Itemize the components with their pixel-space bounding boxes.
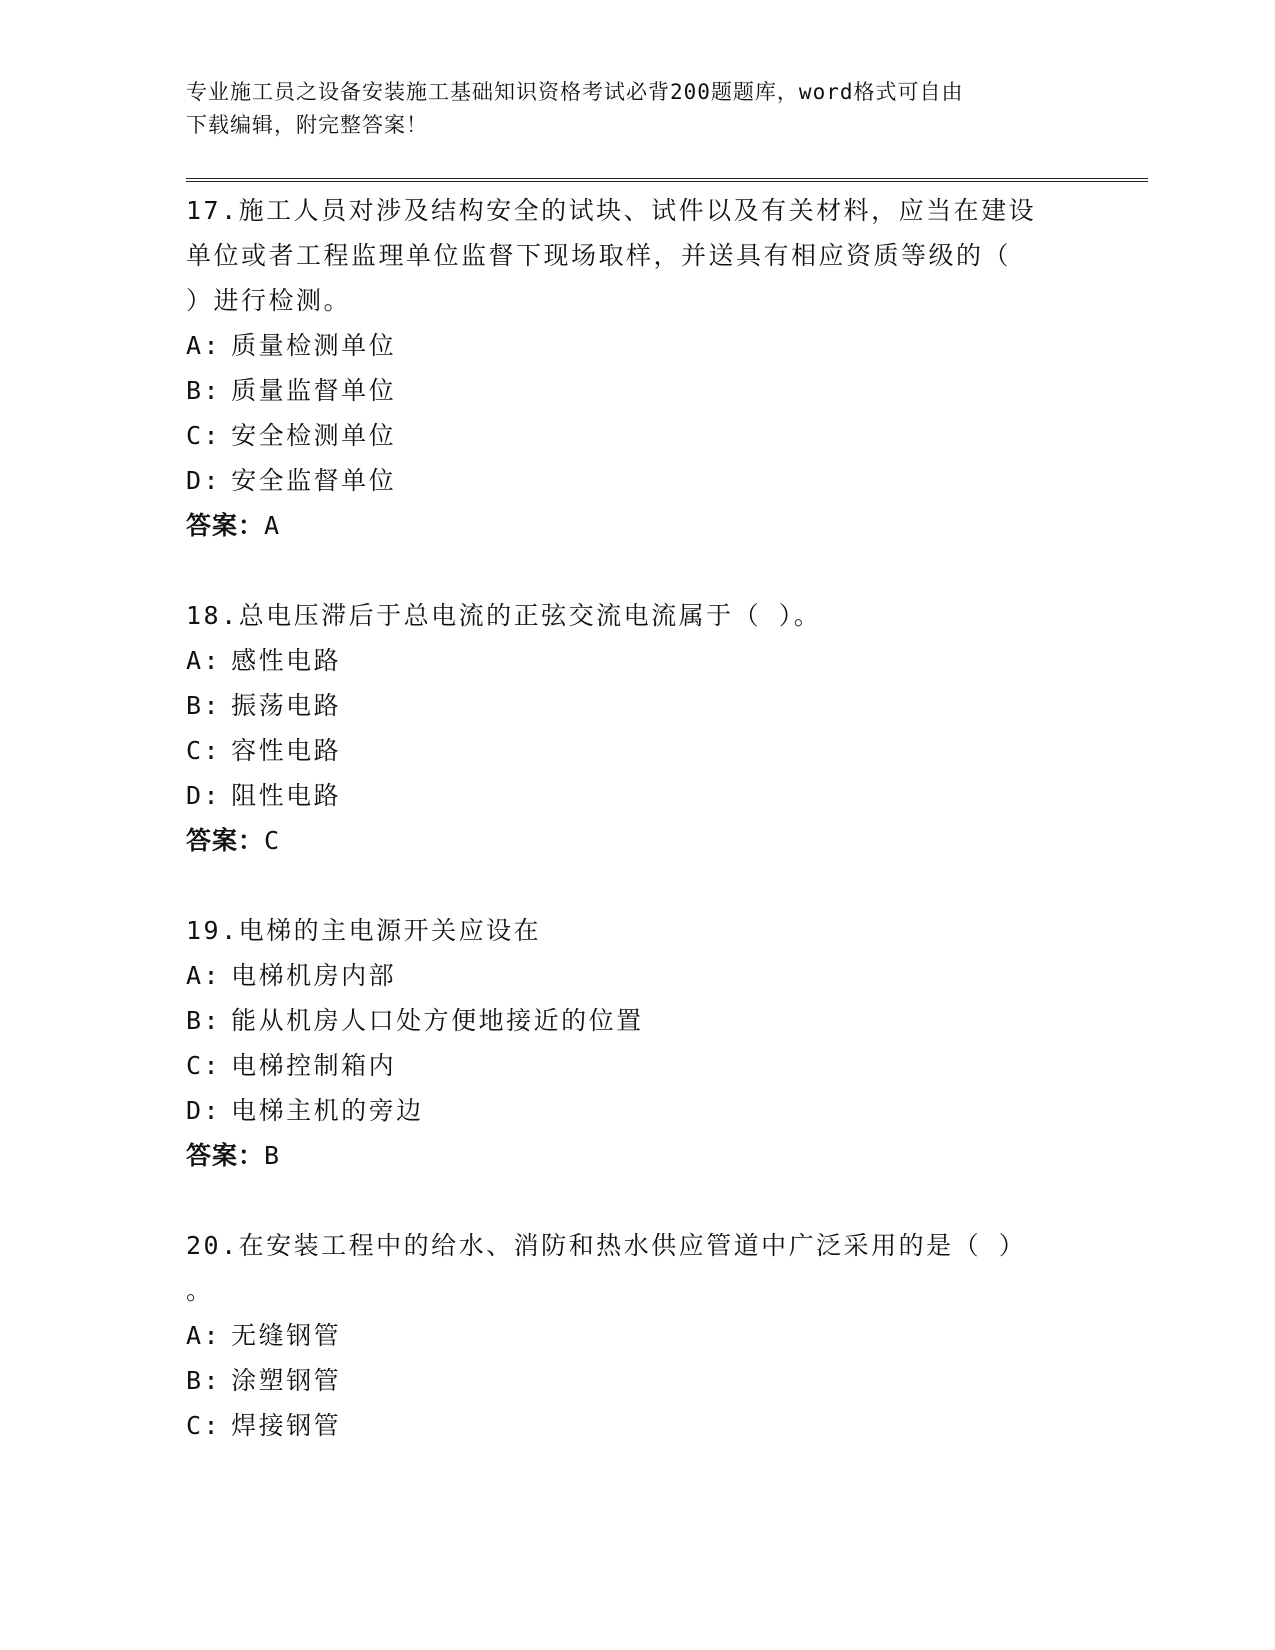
question-stem-line: 19.电梯的主电源开关应设在	[186, 916, 542, 945]
option-label: A:	[186, 1321, 222, 1350]
option-text: 质量检测单位	[231, 331, 397, 360]
answer-option	[186, 1358, 1086, 1403]
answer-label: 答案：	[186, 1141, 265, 1170]
answer-option	[186, 1088, 1086, 1133]
option-label: C:	[186, 1051, 222, 1080]
option-text: 容性电路	[231, 736, 342, 765]
answer-label: 答案：	[186, 511, 265, 540]
option-label: B:	[186, 1366, 222, 1395]
answer-option	[186, 998, 1086, 1043]
option-text: 振荡电路	[231, 691, 342, 720]
answer-key	[186, 818, 1086, 864]
question-stem-line: 20.在安装工程中的给水、消防和热水供应管道中广泛采用的是（ ）	[186, 1231, 1027, 1260]
option-label: D:	[186, 781, 222, 810]
answer-key	[186, 503, 1086, 549]
answer-option	[186, 638, 1086, 683]
answer-option	[186, 1403, 1086, 1448]
option-text: 安全监督单位	[231, 466, 397, 495]
option-text: 电梯机房内部	[231, 961, 397, 990]
header-divider	[186, 178, 1148, 182]
answer-option	[186, 953, 1086, 998]
answer-label: 答案：	[186, 826, 265, 855]
answer-value: B	[264, 1141, 281, 1170]
header-line-2: 下载编辑，附完整答案！	[186, 113, 428, 137]
option-label: B:	[186, 1006, 222, 1035]
answer-option	[186, 773, 1086, 818]
option-text: 无缝钢管	[231, 1321, 342, 1350]
answer-value: A	[264, 511, 281, 540]
question-stem-line: 17.施工人员对涉及结构安全的试块、试件以及有关材料，应当在建设	[186, 196, 1037, 225]
question-list	[186, 188, 1086, 1492]
answer-option	[186, 368, 1086, 413]
answer-option	[186, 413, 1086, 458]
question-block	[186, 1223, 1086, 1448]
option-label: A:	[186, 331, 222, 360]
answer-option	[186, 1043, 1086, 1088]
option-text: 感性电路	[231, 646, 342, 675]
question-stem-line: ）进行检测。	[186, 286, 352, 315]
option-text: 质量监督单位	[231, 376, 397, 405]
question-stem-line: 。	[186, 1276, 214, 1305]
header-line-1: 专业施工员之设备安装施工基础知识资格考试必背200题题库，word格式可自由	[186, 80, 964, 104]
question-block	[186, 908, 1086, 1179]
answer-option	[186, 323, 1086, 368]
option-text: 涂塑钢管	[231, 1366, 342, 1395]
option-label: C:	[186, 421, 222, 450]
answer-option	[186, 1313, 1086, 1358]
option-text: 电梯主机的旁边	[231, 1096, 424, 1125]
option-text: 能从机房人口处方便地接近的位置	[231, 1006, 644, 1035]
option-label: B:	[186, 691, 222, 720]
option-label: D:	[186, 1096, 222, 1125]
option-text: 电梯控制箱内	[231, 1051, 397, 1080]
answer-value: C	[264, 826, 281, 855]
option-text: 安全检测单位	[231, 421, 397, 450]
option-label: C:	[186, 736, 222, 765]
option-label: A:	[186, 961, 222, 990]
option-label: C:	[186, 1411, 222, 1440]
answer-option	[186, 458, 1086, 503]
option-text: 焊接钢管	[231, 1411, 342, 1440]
document-header	[186, 76, 1086, 142]
question-block	[186, 593, 1086, 864]
option-label: D:	[186, 466, 222, 495]
question-stem-line: 单位或者工程监理单位监督下现场取样，并送具有相应资质等级的（	[186, 241, 1012, 270]
question-block	[186, 188, 1086, 549]
option-text: 阻性电路	[231, 781, 342, 810]
answer-option	[186, 728, 1086, 773]
question-stem-line: 18.总电压滞后于总电流的正弦交流电流属于（ ）。	[186, 601, 822, 630]
answer-key	[186, 1133, 1086, 1179]
option-label: B:	[186, 376, 222, 405]
option-label: A:	[186, 646, 222, 675]
answer-option	[186, 683, 1086, 728]
